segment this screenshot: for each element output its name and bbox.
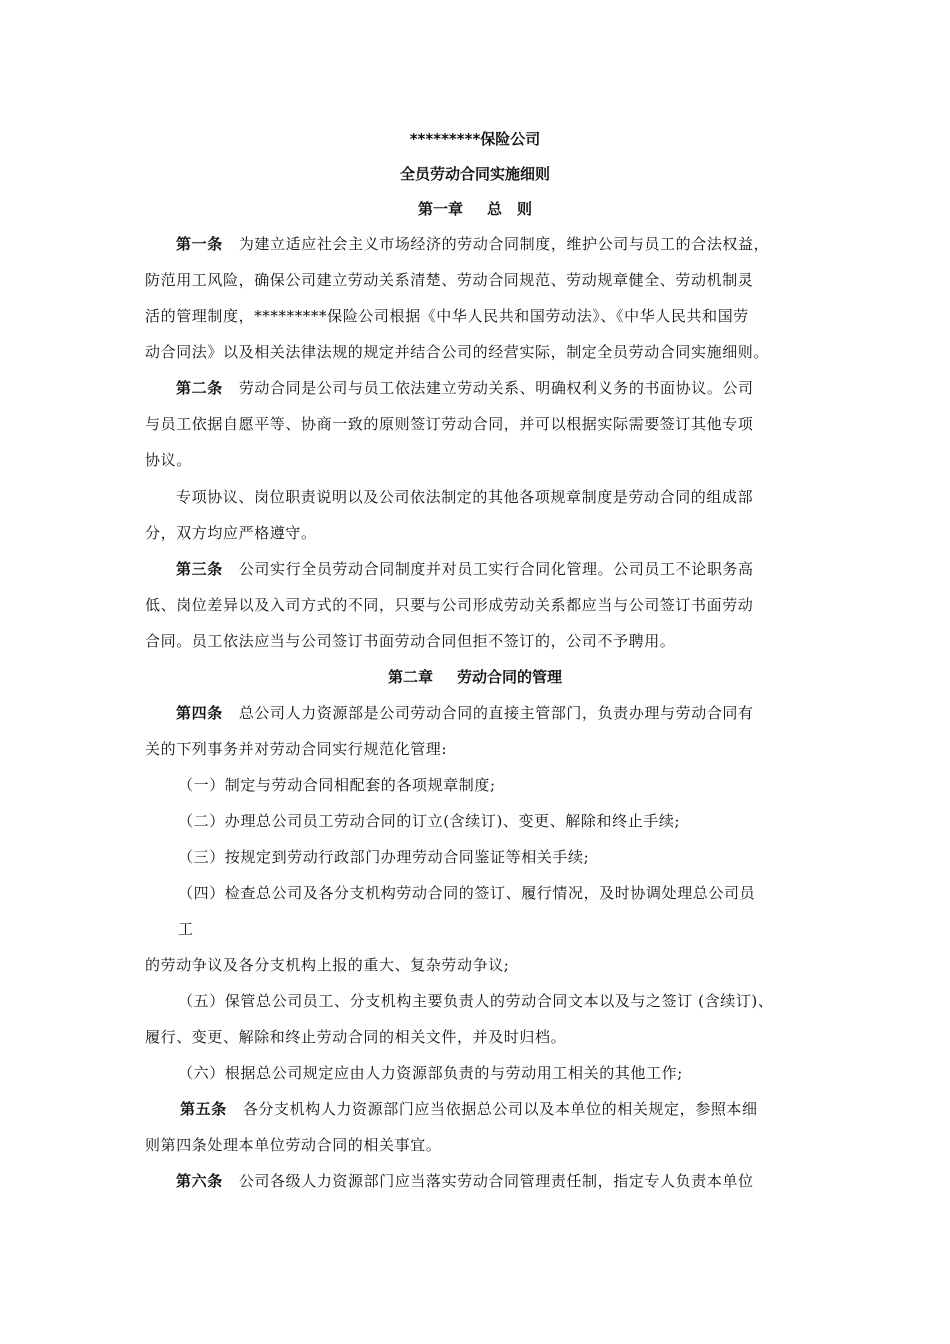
article-4-item-3: （三）按规定到劳动行政部门办理劳动合同鉴证等相关手续; xyxy=(178,848,590,866)
article-1-line-4: 动合同法》以及相关法律法规的规定并结合公司的经营实际，制定全员劳动合同实施细则。 xyxy=(145,343,770,361)
article-4-item-4-cont: 的劳动争议及各分支机构上报的重大、复杂劳动争议; xyxy=(145,956,510,974)
article-2-line-2: 与员工依据自愿平等、协商一致的原则签订劳动合同，并可以根据实际需要签订其他专项 xyxy=(145,415,754,433)
article-4-line-1 xyxy=(176,703,841,723)
chapter-name: 总 则 xyxy=(487,200,533,218)
article-4-item-5-cont: 履行、变更、解除和终止劳动合同的相关文件，并及时归档。 xyxy=(145,1028,567,1046)
article-label: 第一条 xyxy=(176,235,223,253)
article-4-line-2: 关的下列事务并对劳动合同实行规范化管理: xyxy=(145,740,448,758)
chapter-number: 第二章 xyxy=(387,668,433,686)
article-4-item-2: （二）办理总公司员工劳动合同的订立(含续订)、变更、解除和终止手续; xyxy=(178,812,681,830)
article-label: 第二条 xyxy=(176,379,223,397)
article-1-line-3: 活的管理制度，*********保险公司根据《中华人民共和国劳动法》、《中华人民共和国劳 xyxy=(145,307,749,325)
article-text: 劳动合同是公司与员工依法建立劳动关系、明确权利义务的书面协议。公司 xyxy=(238,379,754,397)
article-4-item-1: （一）制定与劳动合同相配套的各项规章制度; xyxy=(178,776,496,794)
article-text: 公司实行全员劳动合同制度并对员工实行合同化管理。公司员工不论职务高 xyxy=(238,560,754,578)
article-3-line-2: 低、岗位差异以及入司方式的不同，只要与公司形成劳动关系都应当与公司签订书面劳动 xyxy=(145,596,754,614)
article-text: 公司各级人力资源部门应当落实劳动合同管理责任制，指定专人负责本单位 xyxy=(238,1172,754,1190)
article-1-line-2: 防范用工风险，确保公司建立劳动关系清楚、劳动合同规范、劳动规章健全、劳动机制灵 xyxy=(145,271,754,289)
article-4-item-5: （五）保管总公司员工、分支机构主要负责人的劳动合同文本以及与之签订 (含续订)、 xyxy=(178,992,774,1010)
article-text: 总公司人力资源部是公司劳动合同的直接主管部门，负责办理与劳动合同有 xyxy=(238,704,754,722)
chapter-number: 第一章 xyxy=(417,200,463,218)
article-3-line-1 xyxy=(176,559,841,579)
article-6-line-1 xyxy=(176,1171,841,1191)
article-text: 为建立适应社会主义市场经济的劳动合同制度，维护公司与员工的合法权益， xyxy=(238,235,770,253)
chapter-name: 劳动合同的管理 xyxy=(457,668,563,686)
article-label: 第六条 xyxy=(176,1172,223,1190)
article-text: 各分支机构人力资源部门应当依据总公司以及本单位的相关规定，参照本细 xyxy=(242,1100,758,1118)
article-2-para2-line-2: 分，双方均应严格遵守。 xyxy=(145,524,317,542)
chapter-2-heading xyxy=(145,667,805,687)
article-3-line-3: 合同。员工依法应当与公司签订书面劳动合同但拒不签订的，公司不予聘用。 xyxy=(145,632,676,650)
article-2-para2-line-1: 专项协议、岗位职责说明以及公司依法制定的其他各项规章制度是劳动合同的组成部 xyxy=(176,488,754,506)
chapter-1-heading xyxy=(145,199,805,219)
article-label: 第五条 xyxy=(180,1100,227,1118)
document-title: 全员劳动合同实施细则 xyxy=(399,165,550,183)
article-label: 第三条 xyxy=(176,560,223,578)
article-1-line-1 xyxy=(176,234,841,254)
article-4-item-4-wrap: 工 xyxy=(178,920,194,938)
article-2-line-3: 协议。 xyxy=(145,451,192,469)
article-5-line-2: 则第四条处理本单位劳动合同的相关事宜。 xyxy=(145,1136,442,1154)
article-4-item-4: （四）检查总公司及各分支机构劳动合同的签订、履行情况，及时协调处理总公司员 xyxy=(178,884,756,902)
article-2-line-1 xyxy=(176,378,841,398)
article-4-item-6: （六）根据总公司规定应由人力资源部负责的与劳动用工相关的其他工作; xyxy=(178,1064,683,1082)
company-name: *********保险公司 xyxy=(409,130,541,148)
article-label: 第四条 xyxy=(176,704,223,722)
article-5-line-1 xyxy=(180,1099,845,1119)
